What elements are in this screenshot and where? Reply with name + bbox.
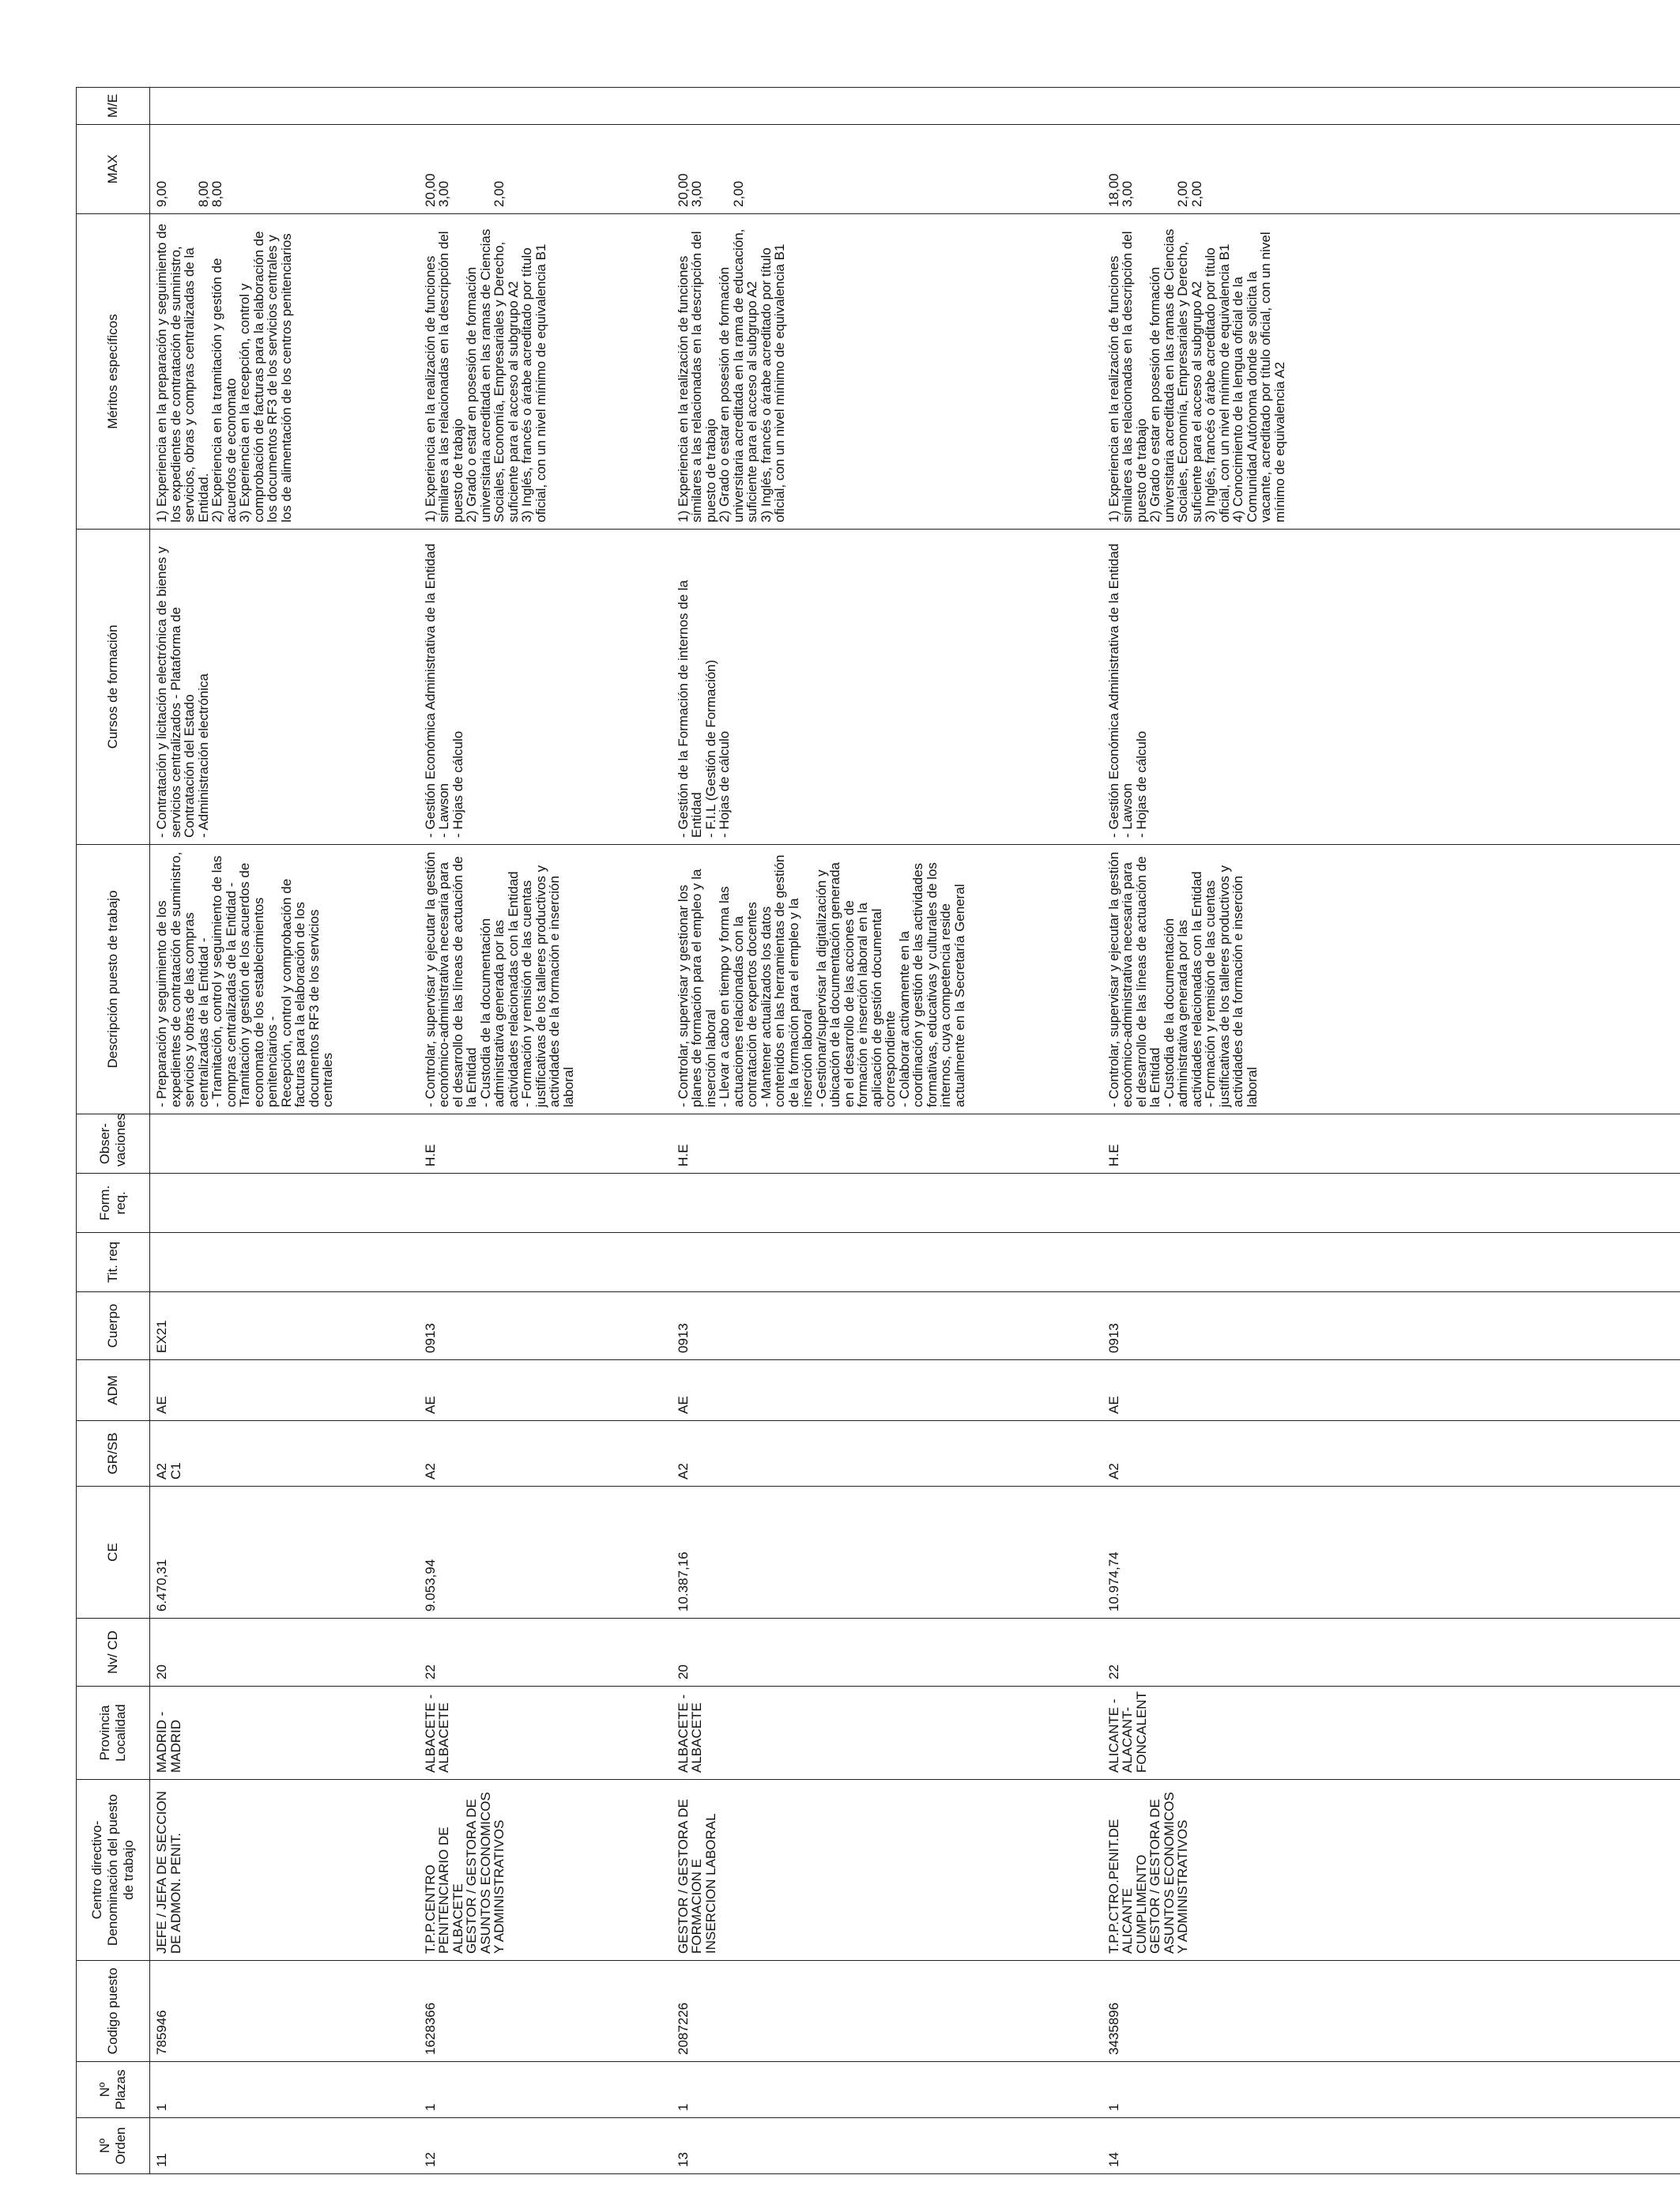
header-max: MAX	[77, 125, 150, 214]
adm-cell: AE	[672, 1360, 1102, 1421]
adm-cell: AE	[150, 1360, 419, 1421]
meritos-cell: 1) Experiencia en la realización de funciones similares a las relacionadas en la descripción del puesto de trabajo 2) Grado o estar en posesión de formación universitaria acreditada en las ramas de Ciencias Sociales, Economía, Empresariales y Derecho, suficiente para el acceso al subgrupo A2 3) Inglés, francés o árabe acreditado por título oficial, con un nivel mínimo de equivalencia B1 4) Conocimiento de la lengua oficial de la Comunidad Autónoma donde se solicita la vacante, acreditado por título oficial, con un nivel mínimo de equivalencia A2	[1102, 214, 1680, 530]
provincia-cell: MADRID - MADRID	[150, 1687, 419, 1780]
nivel-cell: 20	[150, 1619, 419, 1687]
job-positions-table	[76, 87, 1680, 2174]
ce-cell: 6.470,31	[150, 1487, 419, 1619]
header-cuerpo: Cuerpo	[77, 1292, 150, 1360]
header-descripcion: Descripción puesto de trabajo	[77, 845, 150, 1114]
codigo-cell: 1628366	[419, 1961, 672, 2062]
me-cell	[1102, 88, 1680, 125]
grsb-cell: A2	[672, 1421, 1102, 1487]
provincia-cell: ALICANTE - ALACANT-FONCALENT	[1102, 1687, 1680, 1780]
meritos-cell: 1) Experiencia en la realización de funciones similares a las relacionadas en la descripción del puesto de trabajo 2) Grado o estar en posesión de formación universitaria acreditada en las ramas de Ciencias Sociales, Economía, Empresariales y Derecho, suficiente para el acceso al subgrupo A2 3) Inglés, francés o árabe acreditado por título oficial, con un nivel mínimo de equivalencia B1	[419, 214, 672, 530]
orden-cell: 14	[1102, 2118, 1680, 2174]
plazas-cell: 1	[150, 2062, 419, 2118]
centro-header-text: T.P.P.CTRO.PENIT.DE ALICANTE CUMPLIMENTO	[1106, 1819, 1149, 1954]
descripcion-cell: - Controlar, supervisar y ejecutar la gestión económico-administrativa necesaria para el desarrollo de las líneas de actuación de la Entidad - Custodia de la documentación administrativa generada por las actividades relacionadas con la Entidad - Formación y remisión de las cuentas justificativas de los talleres productivos y actividades de la formación e inserción laboral	[419, 845, 672, 1114]
observaciones-cell: H.E	[672, 1114, 1102, 1174]
max-cell: 9,00 8,00 8,00	[150, 125, 419, 214]
header-plazas: Nº Plazas	[77, 2062, 150, 2118]
me-cell	[150, 88, 419, 125]
ce-cell: 10.974,74	[1102, 1487, 1680, 1619]
tit-cell	[1102, 1233, 1680, 1292]
table-row	[150, 88, 419, 2174]
provincia-cell: ALBACETE - ALBACETE	[419, 1687, 672, 1780]
ce-cell: 10.387,16	[672, 1487, 1102, 1619]
descripcion-cell: - Controlar, supervisar y gestionar los planes de formación para el empleo y la inserción laboral - Llevar a cabo en tiempo y forma las actuaciones relacionadas con la contratación de expertos docentes - Mantener actualizados los datos contenidos en las herramientas de gestión de la formación para el empleo y la inserción laboral - Gestionar/supervisar la digitalización y ubicación de la documentación generada en el desarrollo de las acciones de formación e inserción laboral en la aplicación de gestión documental correspondiente - Colaborar activamente en la coordinación y gestión de las actividades formativas, educativas y culturales de los internos, cuya competencia reside actualmente en la Secretaría General	[672, 845, 1102, 1114]
codigo-cell: 2087226	[672, 1961, 1102, 2062]
grsb-cell: A2	[1102, 1421, 1680, 1487]
header-me: M/E	[77, 88, 150, 125]
table-row	[672, 88, 1102, 2174]
nivel-cell: 20	[672, 1619, 1102, 1687]
tit-cell	[672, 1233, 1102, 1292]
centro-cell	[419, 1780, 672, 1961]
grsb-cell: A2 C1	[150, 1421, 419, 1487]
header-ce: CE	[77, 1487, 150, 1619]
adm-cell: AE	[1102, 1360, 1680, 1421]
ce-cell: 9.053,94	[419, 1487, 672, 1619]
header-codigo: Codigo puesto	[77, 1961, 150, 2062]
cursos-cell: - Gestión Económica Administrativa de la Entidad - Lawson - Hojas de cálculo	[1102, 530, 1680, 845]
centro-position-text: JEFE / JEFA DE SECCION DE ADMON. PENIT.	[154, 1791, 183, 1954]
header-nivel: Nv/ CD	[77, 1619, 150, 1687]
tit-cell	[150, 1233, 419, 1292]
adm-cell: AE	[419, 1360, 672, 1421]
table-header-row	[77, 88, 150, 2174]
nivel-cell: 22	[419, 1619, 672, 1687]
provincia-cell: ALBACETE - ALBACETE	[672, 1687, 1102, 1780]
tit-cell	[419, 1233, 672, 1292]
form-cell	[419, 1174, 672, 1233]
centro-cell	[672, 1780, 1102, 1961]
form-cell	[1102, 1174, 1680, 1233]
table-row	[1102, 88, 1680, 2174]
me-cell	[672, 88, 1102, 125]
cuerpo-cell: 0913	[672, 1292, 1102, 1360]
codigo-cell: 785946	[150, 1961, 419, 2062]
plazas-cell: 1	[419, 2062, 672, 2118]
meritos-cell: 1) Experiencia en la realización de funciones similares a las relacionadas en la descripción del puesto de trabajo 2) Grado o estar en posesión de formación universitaria acreditada en la rama de educación, suficiente para el acceso al subgrupo A2 3) Inglés, francés o árabe acreditado por título oficial, con un nivel mínimo de equivalencia B1	[672, 214, 1102, 530]
centro-position-text: GESTOR / GESTORA DE ASUNTOS ECONOMICOS Y ADMINISTRATIVOS	[1147, 1792, 1190, 1954]
table-row	[419, 88, 672, 2174]
form-cell	[150, 1174, 419, 1233]
centro-header-text: T.P.P.CENTRO PENITENCIARIO DE ALBACETE	[422, 1826, 465, 1954]
centro-cell	[150, 1780, 419, 1961]
plazas-cell: 1	[1102, 2062, 1680, 2118]
form-cell	[672, 1174, 1102, 1233]
header-provincia: Provincia Localidad	[77, 1687, 150, 1780]
orden-cell: 12	[419, 2118, 672, 2174]
max-cell: 18,00 3,00 2,00 2,00	[1102, 125, 1680, 214]
nivel-cell: 22	[1102, 1619, 1680, 1687]
observaciones-cell: H.E	[1102, 1114, 1680, 1174]
centro-position-text: GESTOR / GESTORA DE ASUNTOS ECONOMICOS Y ADMINISTRATIVOS	[464, 1792, 507, 1954]
cursos-cell: - Gestión de la Formación de internos de la Entidad - F.I.L (Gestión de Formación) - Hojas de cálculo	[672, 530, 1102, 845]
meritos-cell: 1) Experiencia en la preparación y seguimiento de los expedientes de contratación de suministro, servicios, obras y compras centralizadas de la Entidad. 2) Experiencia en la tramitación y gestión de acuerdos de economato 3) Experiencia en la recepción, control y comprobación de facturas para la elaboración de los documentos RF3 de los servicios centrales y los de alimentación de los centros penitenciarios	[150, 214, 419, 530]
centro-position-text: GESTOR / GESTORA DE FORMACION E INSERCION LABORAL	[675, 1799, 718, 1954]
cuerpo-cell: 0913	[1102, 1292, 1680, 1360]
observaciones-cell: H.E	[419, 1114, 672, 1174]
orden-cell: 13	[672, 2118, 1102, 2174]
header-centro: Centro directivo- Denominación del puesto de trabajo	[77, 1780, 150, 1961]
header-tit: Tit. req	[77, 1233, 150, 1292]
header-observaciones: Obser- vaciones	[77, 1114, 150, 1174]
header-grsb: GR/SB	[77, 1421, 150, 1487]
me-cell	[419, 88, 672, 125]
orden-cell: 11	[150, 2118, 419, 2174]
cursos-cell: - Gestión Económica Administrativa de la Entidad - Lawson - Hojas de cálculo	[419, 530, 672, 845]
header-meritos: Méritos específicos	[77, 214, 150, 530]
codigo-cell: 3435896	[1102, 1961, 1680, 2062]
descripcion-cell: - Controlar, supervisar y ejecutar la gestión económico-administrativa necesaria para el desarrollo de las líneas de actuación de la Entidad - Custodia de la documentación administrativa generada por las actividades relacionadas con la Entidad - Formación y remisión de las cuentas justificativas de los talleres productivos y actividades de la formación e inserción laboral	[1102, 845, 1680, 1114]
header-orden: Nº Orden	[77, 2118, 150, 2174]
header-adm: ADM	[77, 1360, 150, 1421]
centro-cell	[1102, 1780, 1680, 1961]
header-form: Form. req.	[77, 1174, 150, 1233]
plazas-cell: 1	[672, 2062, 1102, 2118]
grsb-cell: A2	[419, 1421, 672, 1487]
max-cell: 20,00 3,00 2,00	[672, 125, 1102, 214]
max-cell: 20,00 3,00 2,00	[419, 125, 672, 214]
observaciones-cell	[150, 1114, 419, 1174]
header-cursos: Cursos de formación	[77, 530, 150, 845]
descripcion-cell: - Preparación y seguimiento de los expedientes de contratación de suministro, servicios y obras de las compras centralizadas de la Entidad - - Tramitación, control y seguimiento de las compras centralizadas de la Entidad - Tramitación y gestión de los acuerdos de economato de los establecimientos penitenciarios - Recepción, control y comprobación de facturas para la elaboración de los documentos RF3 de los servicios centrales	[150, 845, 419, 1114]
cuerpo-cell: EX21	[150, 1292, 419, 1360]
cuerpo-cell: 0913	[419, 1292, 672, 1360]
cursos-cell: - Contratación y licitación electrónica de bienes y servicios centralizados - Plataforma de Contratación del Estado - Administración electrónica	[150, 530, 419, 845]
